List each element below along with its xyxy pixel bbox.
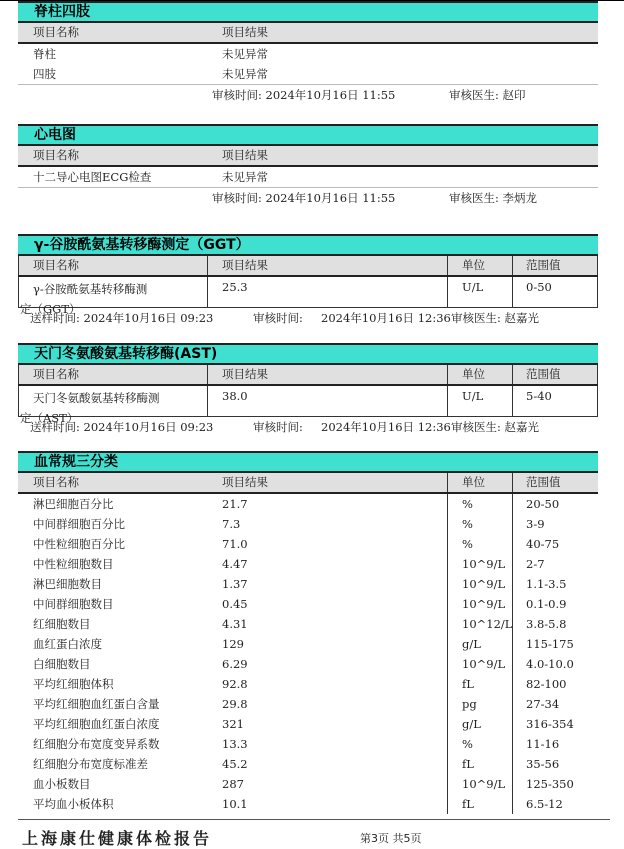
header-range: 范围值 (526, 475, 561, 489)
header-name: 项目名称 (33, 367, 79, 381)
footer-divider (18, 819, 610, 820)
item-unit: 10^9/L (462, 657, 506, 671)
footer-title: 上海康仕健康体检报告 (22, 829, 213, 848)
audit-time: 2024年10月16日 12:36 (321, 420, 451, 434)
table-row (18, 654, 598, 674)
item-result: 287 (222, 777, 244, 791)
header-unit: 单位 (462, 258, 485, 272)
column-divider (512, 554, 513, 574)
table-row (18, 754, 598, 774)
item-name: 十二导心电图ECG检查 (33, 170, 152, 184)
table-border (18, 386, 19, 416)
table-row (18, 734, 598, 754)
item-name: 脊柱 (33, 47, 56, 61)
item-unit: g/L (462, 637, 481, 651)
item-name: 血小板数目 (33, 777, 91, 791)
item-unit: 10^9/L (462, 597, 506, 611)
item-unit: % (462, 497, 473, 511)
item-result: 321 (222, 717, 244, 731)
item-range: 20-50 (526, 497, 560, 511)
send-time: 送样时间: 2024年10月16日 09:23 (30, 420, 214, 434)
column-divider (512, 365, 513, 384)
section-ecg (18, 124, 598, 208)
table-row (18, 64, 598, 84)
item-result: 129 (222, 637, 244, 651)
column-divider (512, 386, 513, 416)
table-row (18, 534, 598, 554)
table-header (18, 146, 598, 167)
item-result: 未见异常 (222, 170, 268, 184)
table-header (18, 23, 598, 44)
section-title: 脊柱四肢 (18, 1, 598, 23)
column-divider (512, 473, 513, 492)
item-unit: 10^9/L (462, 777, 506, 791)
audit-line (18, 308, 598, 328)
column-divider (447, 256, 448, 275)
column-divider (207, 277, 208, 307)
table-row (18, 277, 598, 316)
item-range: 82-100 (526, 677, 567, 691)
item-range: 3-9 (526, 517, 545, 531)
section-ast (18, 343, 598, 437)
column-divider (447, 774, 448, 794)
table-row (18, 794, 598, 814)
item-result: 未见异常 (222, 47, 268, 61)
column-divider (207, 256, 208, 275)
item-name: 平均红细胞体积 (33, 677, 114, 691)
column-divider (512, 277, 513, 307)
item-range: 40-75 (526, 537, 560, 551)
item-name: 四肢 (33, 67, 56, 81)
column-divider (447, 614, 448, 634)
table-header (18, 256, 598, 277)
table-row (18, 386, 598, 425)
audit-line (18, 417, 598, 437)
column-divider (512, 494, 513, 514)
section-title: 血常规三分类 (18, 451, 598, 473)
table-border (597, 277, 598, 307)
column-divider (447, 494, 448, 514)
header-result: 项目结果 (222, 148, 268, 162)
column-divider (512, 256, 513, 275)
item-name: 中间群细胞数目 (33, 597, 114, 611)
send-time: 送样时间: 2024年10月16日 09:23 (30, 311, 214, 325)
table-row (18, 634, 598, 654)
column-divider (207, 386, 208, 416)
item-name: 血红蛋白浓度 (33, 637, 102, 651)
item-name-line2: 定（AST） (20, 411, 79, 425)
item-name: 红细胞分布宽度标准差 (33, 757, 148, 771)
section-title: γ-谷胺酰氨基转移酶测定（GGT） (18, 234, 598, 256)
column-divider (512, 654, 513, 674)
table-border (597, 386, 598, 416)
column-divider (447, 277, 448, 307)
table-row (18, 714, 598, 734)
item-unit: U/L (462, 280, 484, 294)
item-unit: % (462, 537, 473, 551)
item-name: 红细胞分布宽度变异系数 (33, 737, 160, 751)
column-divider (447, 794, 448, 814)
item-unit: fL (462, 677, 474, 691)
table-row (18, 694, 598, 714)
table-row (18, 774, 598, 794)
column-divider (447, 534, 448, 554)
audit-time: 审核时间: 2024年10月16日 11:55 (212, 191, 396, 205)
column-divider (447, 514, 448, 534)
item-name: 中性粒细胞百分比 (33, 537, 125, 551)
item-name: 中间群细胞百分比 (33, 517, 125, 531)
header-range: 范围值 (526, 258, 561, 272)
item-unit: pg (462, 697, 477, 711)
item-name: 平均红细胞血红蛋白浓度 (33, 717, 160, 731)
item-unit: % (462, 517, 473, 531)
item-result: 未见异常 (222, 67, 268, 81)
table-border (18, 256, 19, 275)
column-divider (447, 694, 448, 714)
item-result: 25.3 (222, 280, 248, 294)
item-range: 2-7 (526, 557, 545, 571)
column-divider (512, 574, 513, 594)
header-result: 项目结果 (222, 25, 268, 39)
item-name: 平均血小板体积 (33, 797, 114, 811)
audit-label: 审核时间: (253, 420, 303, 434)
column-divider (512, 534, 513, 554)
item-result: 92.8 (222, 677, 248, 691)
column-divider (512, 514, 513, 534)
table-row (18, 514, 598, 534)
item-result: 4.47 (222, 557, 248, 571)
item-unit: 10^12/L (462, 617, 513, 631)
header-name: 项目名称 (33, 475, 79, 489)
item-result: 38.0 (222, 389, 248, 403)
column-divider (447, 734, 448, 754)
table-border (18, 277, 19, 307)
column-divider (447, 574, 448, 594)
table-row (18, 494, 598, 514)
section-blood (18, 451, 598, 814)
table-row (18, 674, 598, 694)
audit-time: 审核时间: 2024年10月16日 11:55 (212, 88, 396, 102)
item-name: 淋巴细胞数目 (33, 577, 102, 591)
item-range: 6.5-12 (526, 797, 563, 811)
item-range: 0-50 (526, 280, 552, 294)
column-divider (447, 386, 448, 416)
column-divider (447, 754, 448, 774)
column-divider (447, 594, 448, 614)
item-range: 115-175 (526, 637, 574, 651)
item-unit: g/L (462, 717, 481, 731)
header-name: 项目名称 (33, 25, 79, 39)
table-row (18, 554, 598, 574)
table-border (597, 256, 598, 275)
column-divider (512, 794, 513, 814)
section-ggt (18, 234, 598, 328)
item-result: 71.0 (222, 537, 248, 551)
audit-line (18, 85, 598, 105)
header-unit: 单位 (462, 367, 485, 381)
item-result: 29.8 (222, 697, 248, 711)
column-divider (447, 674, 448, 694)
column-divider (447, 365, 448, 384)
table-border (597, 365, 598, 384)
audit-doctor: 审核医生: 赵印 (449, 88, 526, 102)
table-row (18, 594, 598, 614)
item-result: 6.29 (222, 657, 248, 671)
section-title: 天门冬氨酸氨基转移酶(AST) (18, 343, 598, 365)
audit-label: 审核时间: (253, 311, 303, 325)
column-divider (512, 594, 513, 614)
item-result: 0.45 (222, 597, 248, 611)
header-range: 范围值 (526, 367, 561, 381)
item-result: 13.3 (222, 737, 248, 751)
item-range: 11-16 (526, 737, 560, 751)
column-divider (447, 473, 448, 492)
section-title: 心电图 (18, 124, 598, 146)
table-row (18, 574, 598, 594)
item-range: 3.8-5.8 (526, 617, 567, 631)
column-divider (207, 365, 208, 384)
item-unit: U/L (462, 389, 484, 403)
item-name: 红细胞数目 (33, 617, 91, 631)
item-result: 1.37 (222, 577, 248, 591)
item-name: 中性粒细胞数目 (33, 557, 114, 571)
item-result: 7.3 (222, 517, 241, 531)
item-name: 白细胞数目 (33, 657, 91, 671)
item-range: 4.0-10.0 (526, 657, 574, 671)
column-divider (512, 754, 513, 774)
column-divider (512, 734, 513, 754)
item-result: 45.2 (222, 757, 248, 771)
item-name-line1: γ-谷胺酰氨基转移酶测 (33, 282, 148, 296)
section-spine (18, 1, 598, 105)
header-result: 项目结果 (222, 367, 268, 381)
table-header (18, 365, 598, 386)
item-range: 0.1-0.9 (526, 597, 567, 611)
audit-doctor: 审核医生: 赵嘉光 (451, 420, 540, 434)
column-divider (512, 674, 513, 694)
header-result: 项目结果 (222, 258, 268, 272)
column-divider (447, 654, 448, 674)
column-divider (447, 714, 448, 734)
table-border (18, 365, 19, 384)
table-row (18, 44, 598, 64)
item-range: 125-350 (526, 777, 574, 791)
item-unit: fL (462, 757, 474, 771)
item-unit: fL (462, 797, 474, 811)
item-range: 316-354 (526, 717, 574, 731)
page-number: 第3页 共5页 (360, 832, 422, 845)
table-row (18, 614, 598, 634)
table-row (18, 167, 598, 187)
header-name: 项目名称 (33, 258, 79, 272)
header-unit: 单位 (462, 475, 485, 489)
item-name-line1: 天门冬氨酸氨基转移酶测 (33, 391, 160, 405)
audit-time: 2024年10月16日 12:36 (321, 311, 451, 325)
item-result: 10.1 (222, 797, 248, 811)
header-name: 项目名称 (33, 148, 79, 162)
item-unit: % (462, 737, 473, 751)
audit-doctor: 审核医生: 李炳龙 (449, 191, 538, 205)
item-range: 1.1-3.5 (526, 577, 567, 591)
item-range: 5-40 (526, 389, 552, 403)
column-divider (447, 554, 448, 574)
item-name-line2: 定（GGT） (20, 302, 81, 316)
audit-line (18, 188, 598, 208)
item-result: 4.31 (222, 617, 248, 631)
blood-table-body (18, 494, 598, 814)
column-divider (512, 694, 513, 714)
item-name: 平均红细胞血红蛋白含量 (33, 697, 160, 711)
column-divider (512, 714, 513, 734)
header-result: 项目结果 (222, 475, 268, 489)
column-divider (447, 634, 448, 654)
audit-doctor: 审核医生: 赵嘉光 (451, 311, 540, 325)
item-range: 35-56 (526, 757, 560, 771)
item-result: 21.7 (222, 497, 248, 511)
column-divider (512, 774, 513, 794)
item-range: 27-34 (526, 697, 560, 711)
item-unit: 10^9/L (462, 557, 506, 571)
column-divider (512, 634, 513, 654)
item-unit: 10^9/L (462, 577, 506, 591)
table-header (18, 473, 598, 494)
item-name: 淋巴细胞百分比 (33, 497, 114, 511)
